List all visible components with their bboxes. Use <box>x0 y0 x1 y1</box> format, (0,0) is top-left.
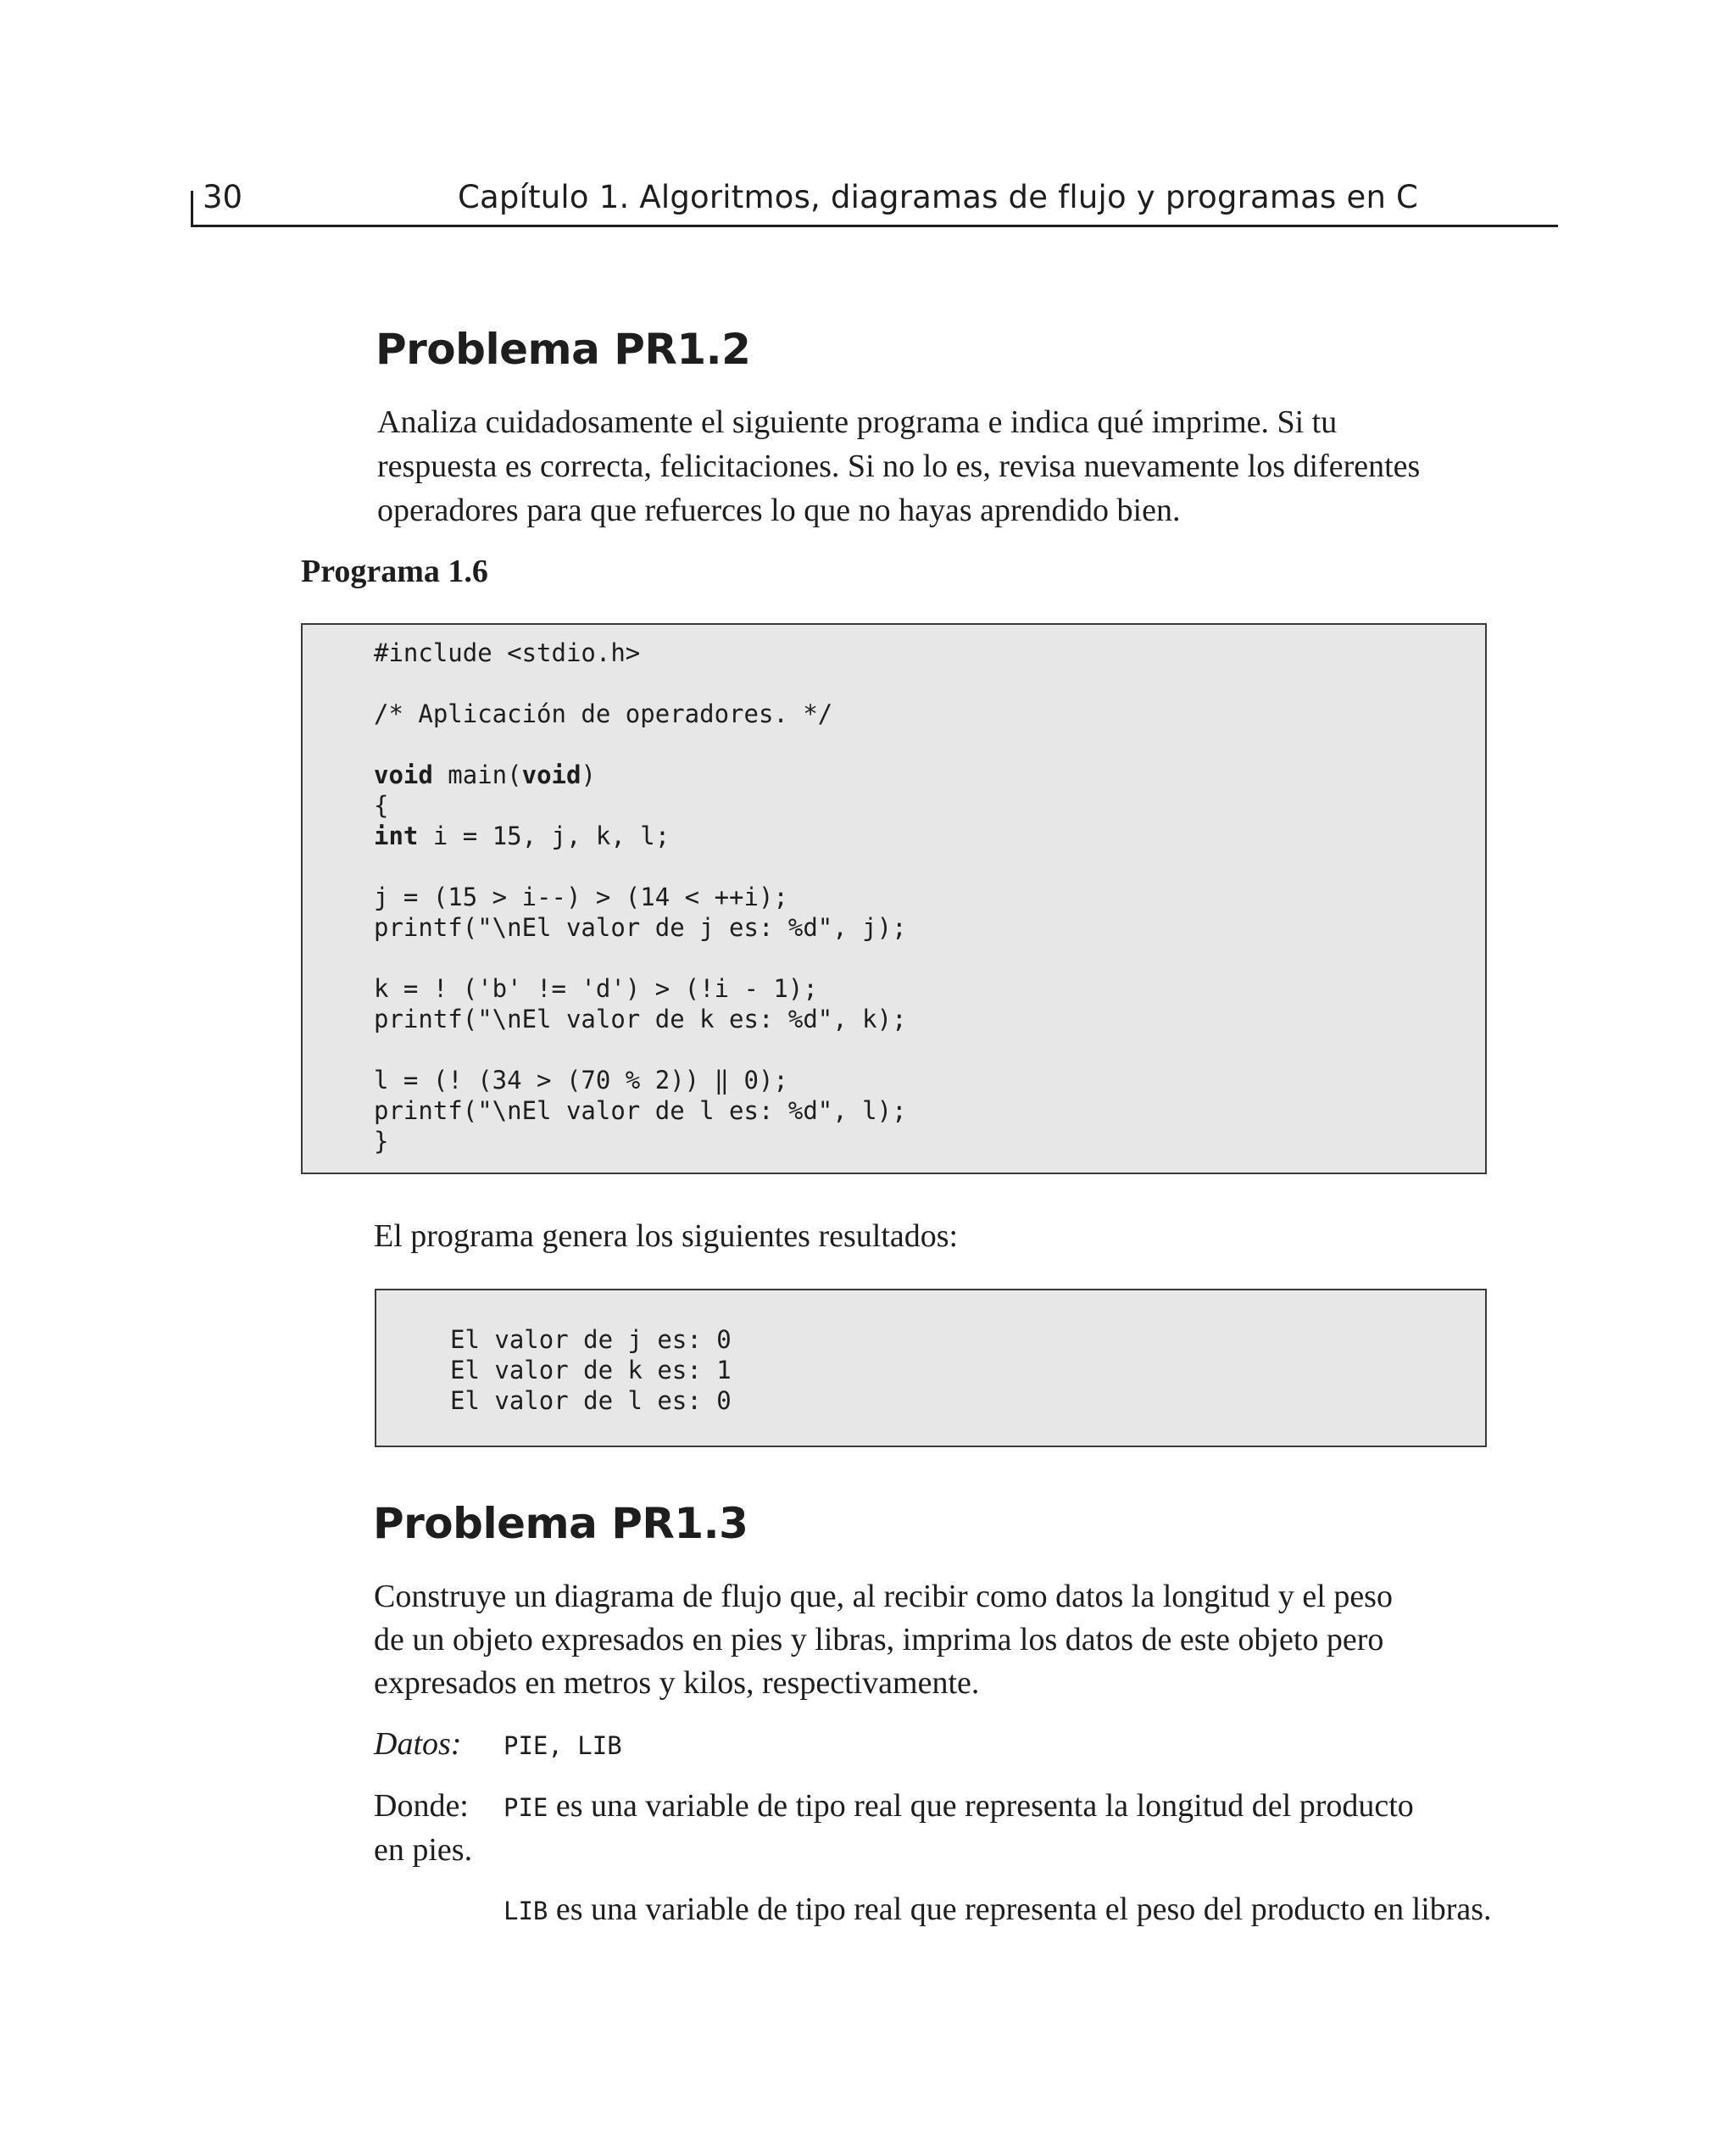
code-line: k = ! ('b' != 'd') > (!i - 1); <box>374 974 818 1003</box>
paragraph-line: expresados en metros y kilos, respectivamente. <box>374 1665 980 1701</box>
code-line: printf("\nEl valor de j es: %d", j); <box>374 913 907 942</box>
paragraph-line: Analiza cuidadosamente el siguiente programa e indica qué imprime. Si tu <box>377 404 1338 440</box>
variable-name: PIE <box>504 1793 548 1822</box>
donde-label: Donde: <box>374 1788 469 1824</box>
keyword: int <box>374 822 419 850</box>
problem-heading: Problema PR1.3 <box>373 1499 748 1548</box>
code-line: j = (15 > i--) > (14 < ++i); <box>374 883 788 911</box>
output-line: El valor de l es: 0 <box>450 1386 732 1415</box>
results-intro: El programa genera los siguientes resultados: <box>374 1218 959 1254</box>
paragraph-line: operadores para que refuerces lo que no hayas aprendido bien. <box>377 493 1181 528</box>
code-line: l = (! (34 > (70 % 2)) ‖ 0); <box>374 1066 788 1095</box>
keyword: void <box>521 760 581 789</box>
paragraph-line: respuesta es correcta, felicitaciones. Si no lo es, revisa nuevamente los diferentes <box>377 448 1421 484</box>
code-line: printf("\nEl valor de l es: %d", l); <box>374 1096 907 1125</box>
donde-definition-1-cont: en pies. <box>374 1832 473 1868</box>
paragraph-line: de un objeto expresados en pies y libras, imprima los datos de este objeto pero <box>374 1622 1384 1657</box>
output-line: El valor de k es: 1 <box>450 1356 732 1384</box>
problem-heading: Problema PR1.2 <box>376 325 751 374</box>
code-line: void main(void) <box>374 760 596 789</box>
code-line: /* Aplicación de operadores. */ <box>374 699 833 728</box>
code-line: int i = 15, j, k, l; <box>374 822 670 850</box>
datos-value: PIE, LIB <box>504 1731 622 1760</box>
code-line: printf("\nEl valor de k es: %d", k); <box>374 1005 907 1033</box>
header-rule <box>191 225 1558 227</box>
code-line: { <box>374 791 389 820</box>
variable-name: LIB <box>504 1897 548 1925</box>
datos-row <box>374 1722 461 1766</box>
code-line: } <box>374 1127 389 1156</box>
output-line: El valor de j es: 0 <box>450 1325 732 1354</box>
program-label: Programa 1.6 <box>301 554 488 589</box>
header-vertical-rule <box>191 191 193 226</box>
donde-definition-1: PIE es una variable de tipo real que representa la longitud del producto <box>504 1788 1414 1824</box>
running-header <box>191 174 1558 226</box>
paragraph-line: Construye un diagrama de flujo que, al recibir como datos la longitud y el peso <box>374 1579 1393 1614</box>
running-title: Capítulo 1. Algoritmos, diagramas de flujo y programas en C <box>458 179 1419 215</box>
keyword: void <box>374 760 433 789</box>
donde-definition-2: LIB es una variable de tipo real que representa el peso del producto en libras. <box>504 1891 1492 1927</box>
code-line: #include <stdio.h> <box>374 638 641 667</box>
page-number: 30 <box>203 179 243 215</box>
datos-label: Datos: <box>374 1726 462 1762</box>
